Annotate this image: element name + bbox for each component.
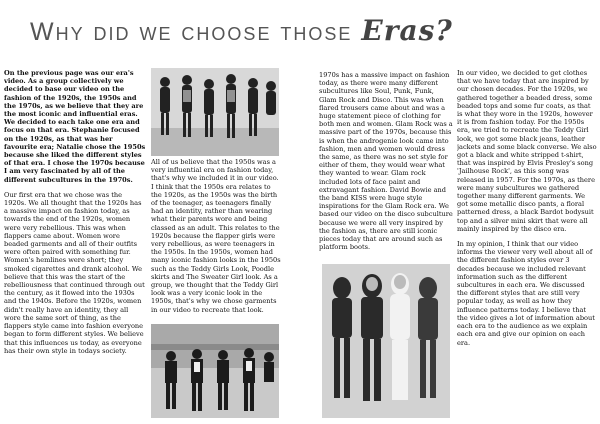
flappers-photo [151,68,279,156]
column-3 [319,71,453,261]
teddy-girls-photo [151,324,279,418]
era-1920s-paragraph: Our first era that we chose was the 1920s. We all thought that the 1920s has a massive impact on fashion today, as towards the end of the 1920s, women were very rebellious. This was when flappers came about. Women wore beaded garments and all of their outfits were often paired with something fur. Women's hemlines were short; they smoked cigarettes and drank alcohol. We believe that this was the start of the rebelliousness that continued through out the century, as it flowed into the 1930s and the 1940s. Before the 1920s, women didn't really have an identity, they all wore the same sort of thing, as the flappers style came into fashion everyone began to form different styles. We believe that this influences us today, as everyone has their own style in todays society. [4,190,145,355]
column-1 [4,69,146,369]
title-accent: Eras? [361,14,453,47]
column-4 [457,69,597,409]
era-1970s-paragraph: 1970s has a massive impact on fashion today, as there were many different subcultures like Soul, Punk, Funk, Glam Rock and Disco. This was when flared trousers came about and was a huge statement piece of clothing for both men and women. Glam Rock was a massive part of the 1970s, because this is when the androgenie look came into fashion, men and women would dress the same, as there was no set style for either of them, they would wear what they wanted to wear. Glam rock included lots of face paint and extravagant fashion. David Bowie and the band KISS were huge style inspirations for the Glam Rock era. We based our video on the disco subculture because we were all very inspired by the fashion as, there are still iconic pieces today that are around such as platform boots. [319,71,453,252]
column-2 [151,158,283,320]
era-1950s-paragraph: All of us believe that the 1950s was a very influential era on fashion today, that's why we included it in our video. I think that the 1950s era relates to the 1920s, as the 1950s was the birth of the teenager, as teenagers finally had an identity, rather than wearing what their parents wore and being classed as an adult. This relates to the 1920s because the flapper girls were very rebellious, as were teenagers in the 1950s. In the 1950s, women had many iconic fashion looks in the 1950s such as the Teddy Girls Look, Poodle skirts and The Sweater Girl look. As a group, we thought that the Teddy Girl look was a very iconic look in the 1950s, that's why we chose garments in our video to recreate that look. [151,158,281,314]
page-title [30,14,590,47]
seventies-band-photo [322,264,450,418]
video-clothes-paragraph: In our video, we decided to get clothes that we have today that are inspired by our chosen decades. For the 1920s, we gathered together a beaded dress, some beaded tops and some fur coats, as that is what they wore in the 1920s, however it is from fashion today. For the 1950s era, we tried to recreate the Teddy Girl look, we got some black jeans, leather jackets and some black converse. We also got a black and white stripped t-shirt, that was inspired by Elvis Presley's song 'Jailhouse Rock', as this song was released in 1957. For the 1970s, as there were many subcultures we gathered together many different garments. We got some metallic disco pants, a floral patterned dress, a black Bardot bodysuit top and a silver mini skirt that were all mainly inspired by the disco era. [457,69,597,233]
intro-paragraph: On the previous page was our era's video. As a group collectively we decided to base our video on the fashion of the 1920s, the 1950s and the 1970s, as we believe that they are the most iconic and influential eras. We decided to each take one era and focus on that era. Stephanie focused on the 1920s, as that was her favourite era; Natalie chose the 1950s because she liked the different styles of that era. I chose the 1970s because I am very fascinated by all of the different subcultures in the 1970s. [4,69,146,184]
title-main: Why did we choose those [30,18,353,46]
opinion-paragraph: In my opinion, I think that our video informs the viewer very well about all of the different fashion styles over 3 decades because we included relevant information such as the different subcultures in each era. We discussed the different styles that are still very popular today, as well as how they influence patterns today. I believe that the video gives a lot of information about each era to the audience as we explain each era and give our opinion on each era. [457,240,595,347]
